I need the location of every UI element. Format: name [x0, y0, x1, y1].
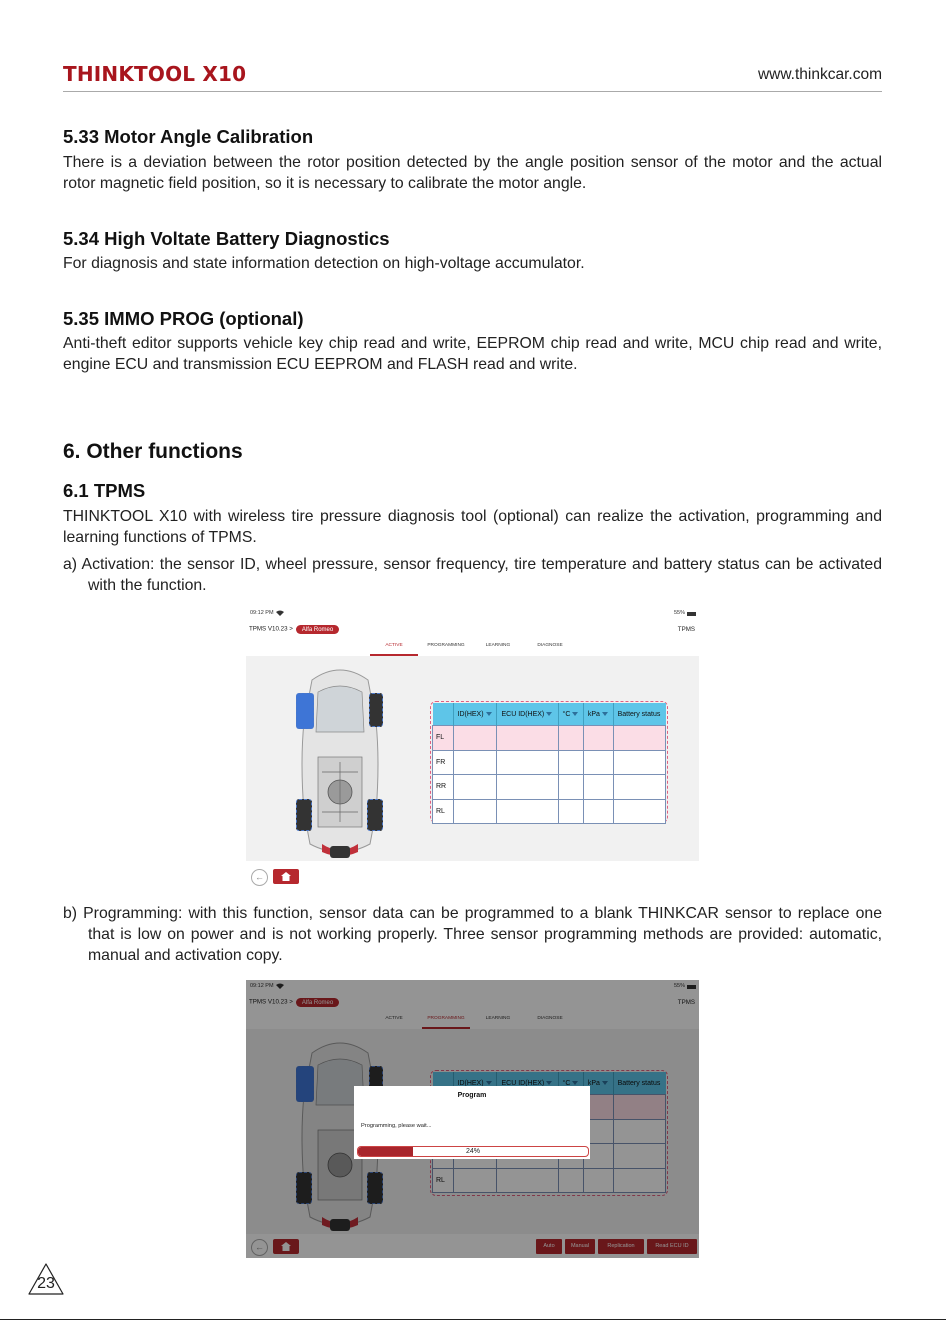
- tab-diagnose[interactable]: DIAGNOSE: [537, 643, 563, 648]
- tab-programming[interactable]: PROGRAMMING: [427, 643, 465, 648]
- screen-title: TPMS: [677, 999, 695, 1006]
- list-item-programming: b) Programming: with this function, sensor data can be programmed to a blank THINKCAR sensor to replace one that is low on power and is not working properly. Three sensor programming methods are provided: automatic, manual and activation copy.: [63, 905, 882, 964]
- auto-button[interactable]: Auto: [536, 1239, 562, 1254]
- tab-bar: [246, 643, 699, 655]
- wheel-rr[interactable]: [367, 799, 383, 831]
- program-dialog: [354, 1086, 590, 1159]
- col-header-kpa[interactable]: kPa: [583, 1072, 613, 1095]
- screen-title: TPMS: [677, 626, 695, 633]
- brand-pill[interactable]: Alfa Romeo: [296, 625, 339, 634]
- header-divider: [63, 91, 882, 92]
- row-label: FL: [433, 726, 454, 751]
- row-label: RR: [433, 775, 454, 800]
- tab-active[interactable]: ACTIVE: [385, 643, 403, 648]
- wheel-fr[interactable]: [369, 693, 383, 727]
- chevron-down-icon: [486, 712, 492, 716]
- status-time: 09:12 PM: [250, 610, 274, 616]
- col-header-temp[interactable]: °C: [558, 703, 583, 726]
- tab-learning[interactable]: LEARNING: [485, 1016, 511, 1021]
- section-title-6-1: 6.1 TPMS: [63, 480, 146, 501]
- section-title-5-35: 5.35 IMMO PROG (optional): [63, 308, 304, 329]
- home-button[interactable]: [273, 869, 299, 884]
- footer-bar: [246, 861, 699, 887]
- page-number: 23: [37, 1275, 55, 1292]
- col-header-ecu-id[interactable]: ECU ID(HEX): [497, 1072, 558, 1095]
- breadcrumb-text: TPMS V10.23 >: [249, 625, 293, 633]
- row-label: FR: [433, 750, 454, 775]
- tab-diagnose[interactable]: DIAGNOSE: [537, 1016, 563, 1021]
- wheel-rl[interactable]: [296, 799, 312, 831]
- progress-label: 24%: [465, 1148, 480, 1155]
- tab-learning[interactable]: LEARNING: [485, 643, 511, 648]
- car-illustration: [292, 662, 388, 862]
- section-body-5-33: There is a deviation between the rotor position detected by the angle position sensor of the motor and the actual rotor magnetic field position, so it is necessary to calibrate the motor angle.: [63, 154, 882, 192]
- bottom-rule: [0, 1319, 946, 1320]
- wheel-fl-highlighted[interactable]: [296, 693, 314, 729]
- table-row[interactable]: [433, 799, 666, 824]
- list-item-activation: a) Activation: the sensor ID, wheel pressure, sensor frequency, tire temperature and battery status can be activated with the function.: [63, 556, 882, 594]
- battery-icon: [687, 612, 696, 616]
- col-header-kpa[interactable]: kPa: [583, 703, 613, 726]
- section-body-5-35: Anti-theft editor supports vehicle key chip read and write, EEPROM chip read and write, MCU chip read and write, engine ECU and transmission ECU EEPROM and FLASH read and write.: [63, 335, 882, 373]
- table-row[interactable]: [433, 726, 666, 751]
- section-body-6-1: THINKTOOL X10 with wireless tire pressure diagnosis tool (optional) can realize the activation, programming and learning functions of TPMS.: [63, 508, 882, 546]
- row-label: RL: [433, 1168, 454, 1193]
- home-icon: [281, 872, 291, 881]
- brand-title: THINKTOOL X10: [63, 62, 247, 86]
- website-url: www.thinkcar.com: [757, 66, 882, 83]
- manual-button[interactable]: Manual: [565, 1239, 595, 1254]
- dialog-message: Programming, please wait...: [361, 1123, 432, 1129]
- progress-bar: [357, 1146, 589, 1157]
- section-title-5-33: 5.33 Motor Angle Calibration: [63, 126, 314, 147]
- status-battery-text: 55%: [673, 983, 685, 989]
- chapter-title-6: 6. Other functions: [63, 440, 243, 463]
- chevron-down-icon: [602, 712, 608, 716]
- table-row[interactable]: [433, 750, 666, 775]
- section-body-5-34: For diagnosis and state information detection on high-voltage accumulator.: [63, 255, 585, 272]
- table-row[interactable]: [433, 775, 666, 800]
- page-number-badge: [27, 1262, 65, 1296]
- col-header-id[interactable]: ID(HEX): [453, 703, 497, 726]
- row-label: RL: [433, 799, 454, 824]
- col-header-temp[interactable]: °C: [558, 1072, 583, 1095]
- breadcrumb: [249, 625, 339, 634]
- dialog-title: Program: [457, 1092, 487, 1099]
- sensor-table: [432, 703, 666, 824]
- back-button[interactable]: ←: [251, 869, 268, 886]
- table-corner: [433, 703, 454, 726]
- wifi-icon: [276, 610, 284, 618]
- status-time: 09:12 PM: [250, 983, 274, 989]
- breadcrumb-text: TPMS V10.23 >: [249, 998, 293, 1006]
- section-title-5-34: 5.34 High Voltate Battery Diagnostics: [63, 228, 390, 249]
- col-header-battery[interactable]: Battery status: [613, 1072, 665, 1095]
- tpms-programming-screenshot: [246, 980, 699, 1258]
- tab-programming[interactable]: PROGRAMMING: [427, 1016, 465, 1021]
- status-battery-text: 55%: [673, 610, 685, 616]
- replication-button[interactable]: Replication: [598, 1239, 644, 1254]
- col-header-id[interactable]: ID(HEX): [453, 1072, 497, 1095]
- read-ecu-id-button[interactable]: Read ECU ID: [647, 1239, 697, 1254]
- col-header-battery[interactable]: Battery status: [613, 703, 665, 726]
- brand-pill[interactable]: Alfa Romeo: [296, 998, 339, 1007]
- tpms-active-screenshot: [246, 607, 699, 887]
- back-button[interactable]: ←: [251, 1239, 268, 1256]
- tab-active[interactable]: ACTIVE: [385, 1016, 403, 1021]
- col-header-ecu-id[interactable]: ECU ID(HEX): [497, 703, 558, 726]
- chevron-down-icon: [546, 712, 552, 716]
- chevron-down-icon: [572, 712, 578, 716]
